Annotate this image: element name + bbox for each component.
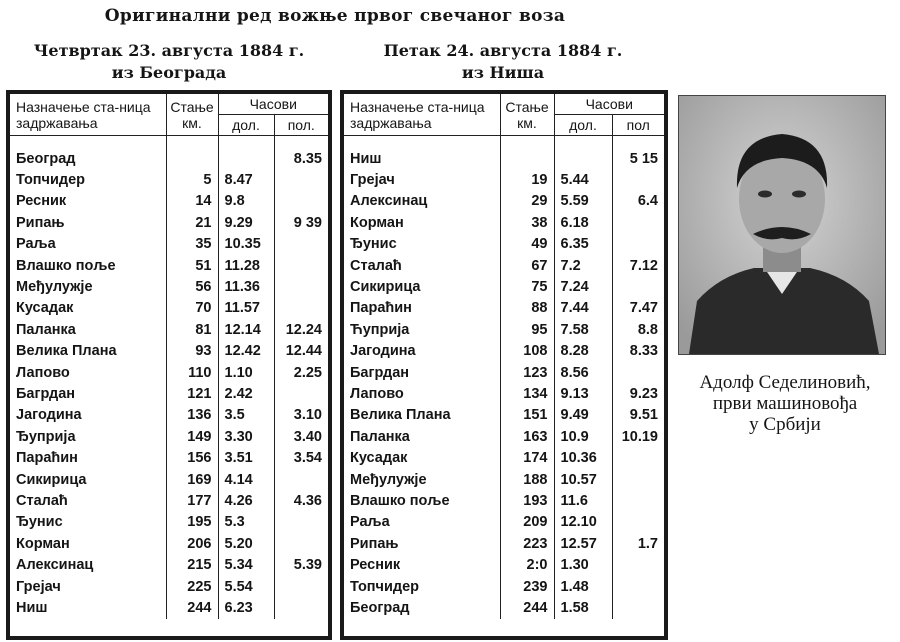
departure-time: 3.54 bbox=[293, 450, 322, 467]
station-name: Лапово bbox=[10, 362, 166, 383]
departure-time: 3.40 bbox=[293, 428, 322, 445]
departure-time bbox=[612, 554, 664, 575]
departure-time: 7.47 bbox=[629, 300, 658, 317]
station-name: Сталаћ bbox=[10, 490, 166, 511]
km-value: 5 bbox=[166, 169, 218, 190]
station-name: Велика Плана bbox=[10, 341, 166, 362]
km-value: 177 bbox=[166, 490, 218, 511]
station-name: Влашко поље bbox=[344, 490, 500, 511]
departure-time bbox=[274, 169, 328, 190]
arrival-time: 6.18 bbox=[554, 212, 612, 233]
departure-time: 8.33 bbox=[629, 343, 658, 360]
table-row bbox=[344, 597, 664, 618]
km-value: 239 bbox=[500, 576, 554, 597]
station-name: Јагодина bbox=[10, 405, 166, 426]
station-name: Параћин bbox=[344, 298, 500, 319]
arrival-time: 12.10 bbox=[554, 512, 612, 533]
table-row bbox=[344, 319, 664, 340]
departure-time bbox=[612, 447, 664, 468]
table-row bbox=[344, 490, 664, 511]
left-timetable-heading bbox=[8, 40, 330, 84]
departure-time: 1.7 bbox=[637, 535, 658, 552]
station-name: Алексинац bbox=[10, 554, 166, 575]
arrival-time: 4.14 bbox=[218, 469, 274, 490]
km-value: 151 bbox=[500, 405, 554, 426]
arrival-time: 9.8 bbox=[218, 191, 274, 212]
departure-time bbox=[612, 212, 664, 233]
table-row bbox=[10, 533, 328, 554]
km-value: 81 bbox=[166, 319, 218, 340]
km-value: 123 bbox=[500, 362, 554, 383]
table-row bbox=[344, 212, 664, 233]
station-name: Багрдан bbox=[10, 383, 166, 404]
km-value: 206 bbox=[166, 533, 218, 554]
station-name: Корман bbox=[10, 533, 166, 554]
table-row bbox=[344, 533, 664, 554]
table-row bbox=[344, 148, 664, 169]
arrival-time: 4.26 bbox=[218, 490, 274, 511]
departure-time bbox=[612, 362, 664, 383]
table-row bbox=[10, 490, 328, 511]
arrival-time: 7.44 bbox=[554, 298, 612, 319]
departure-time: 9.51 bbox=[629, 407, 658, 424]
hours-header: Часови bbox=[554, 94, 664, 115]
right-timetable bbox=[340, 90, 668, 640]
km-value: 2:0 bbox=[500, 554, 554, 575]
document-title: Оригинални ред вожње првог свечаног воза bbox=[104, 6, 566, 26]
departure-time: 8.8 bbox=[637, 321, 658, 338]
table-row bbox=[10, 319, 328, 340]
table-row bbox=[344, 512, 664, 533]
departure-time bbox=[274, 533, 328, 554]
arrival-time bbox=[554, 148, 612, 169]
km-header: Стање км. bbox=[166, 94, 218, 136]
table-row bbox=[344, 255, 664, 276]
km-value: 35 bbox=[166, 234, 218, 255]
departure-time bbox=[612, 276, 664, 297]
departure-time bbox=[612, 234, 664, 255]
station-name: Ђунис bbox=[10, 512, 166, 533]
km-value: 163 bbox=[500, 426, 554, 447]
station-name: Паланка bbox=[10, 319, 166, 340]
departure-time: 5 15 bbox=[629, 150, 658, 167]
departure-time: 4.36 bbox=[293, 492, 322, 509]
table-row bbox=[10, 148, 328, 169]
table-row bbox=[344, 469, 664, 490]
table-row bbox=[344, 169, 664, 190]
station-name: Ниш bbox=[344, 148, 500, 169]
table-row bbox=[344, 234, 664, 255]
station-name: Рипањ bbox=[10, 212, 166, 233]
header-spacer-row bbox=[10, 136, 328, 149]
departure-time: 5.39 bbox=[293, 557, 322, 574]
table-row bbox=[10, 298, 328, 319]
station-name: Топчидер bbox=[10, 169, 166, 190]
arrival-time: 3.30 bbox=[218, 426, 274, 447]
station-name: Топчидер bbox=[344, 576, 500, 597]
station-name: Багрдан bbox=[344, 362, 500, 383]
station-header: Назначење ста-ница задржавања bbox=[344, 94, 500, 136]
departure-time: 9.23 bbox=[629, 385, 658, 402]
arrival-time: 9.29 bbox=[218, 212, 274, 233]
right-timetable-table bbox=[344, 94, 664, 619]
caption-line-1: Адолф Седелиновић, bbox=[699, 372, 871, 393]
arrival-time: 10.36 bbox=[554, 447, 612, 468]
table-row bbox=[10, 469, 328, 490]
departure-time bbox=[612, 469, 664, 490]
portrait-photo bbox=[678, 95, 886, 355]
arrival-time: 5.34 bbox=[218, 554, 274, 575]
km-value: 244 bbox=[500, 597, 554, 618]
km-value: 29 bbox=[500, 191, 554, 212]
arrival-time: 11.28 bbox=[218, 255, 274, 276]
km-value: 38 bbox=[500, 212, 554, 233]
arrival-time: 12.42 bbox=[218, 341, 274, 362]
arrival-time: 5.3 bbox=[218, 512, 274, 533]
km-value: 121 bbox=[166, 383, 218, 404]
arrival-time: 8.47 bbox=[218, 169, 274, 190]
caption-line-3: у Србији bbox=[749, 414, 821, 435]
km-value bbox=[500, 148, 554, 169]
table-row bbox=[344, 276, 664, 297]
station-name: Лапово bbox=[344, 383, 500, 404]
station-name: Алексинац bbox=[344, 191, 500, 212]
km-value: 49 bbox=[500, 234, 554, 255]
left-timetable bbox=[6, 90, 332, 640]
portrait-caption bbox=[670, 372, 900, 435]
km-value: 110 bbox=[166, 362, 218, 383]
arrival-time: 10.57 bbox=[554, 469, 612, 490]
station-name: Раља bbox=[10, 234, 166, 255]
arrival-time: 8.56 bbox=[554, 362, 612, 383]
table-row bbox=[344, 554, 664, 575]
arrival-time: 12.14 bbox=[218, 319, 274, 340]
table-row bbox=[344, 447, 664, 468]
station-name: Сикирица bbox=[10, 469, 166, 490]
table-row bbox=[10, 426, 328, 447]
arrival-time: 1.58 bbox=[554, 597, 612, 618]
km-value: 56 bbox=[166, 276, 218, 297]
station-name: Велика Плана bbox=[344, 405, 500, 426]
table-row bbox=[10, 405, 328, 426]
arrival-time: 1.10 bbox=[218, 362, 274, 383]
km-value: 193 bbox=[500, 490, 554, 511]
km-value: 93 bbox=[166, 341, 218, 362]
arrival-time: 11.36 bbox=[218, 276, 274, 297]
table-row bbox=[10, 191, 328, 212]
arrival-time: 10.35 bbox=[218, 234, 274, 255]
station-name: Грејач bbox=[344, 169, 500, 190]
departure-time bbox=[274, 383, 328, 404]
station-name: Београд bbox=[10, 148, 166, 169]
departure-time bbox=[274, 597, 328, 618]
station-name: Ниш bbox=[10, 597, 166, 618]
header-spacer-row bbox=[344, 136, 664, 149]
departure-time: 7.12 bbox=[629, 257, 658, 274]
station-name: Ђунис bbox=[344, 234, 500, 255]
km-value: 223 bbox=[500, 533, 554, 554]
arrival-time: 1.48 bbox=[554, 576, 612, 597]
km-value: 188 bbox=[500, 469, 554, 490]
station-name: Ресник bbox=[10, 191, 166, 212]
km-value: 195 bbox=[166, 512, 218, 533]
departure-time: 3.10 bbox=[293, 407, 322, 424]
table-row bbox=[10, 234, 328, 255]
hours-header: Часови bbox=[218, 94, 328, 115]
arrival-header: дол. bbox=[554, 115, 612, 136]
departure-time bbox=[612, 490, 664, 511]
departure-time bbox=[612, 576, 664, 597]
arrival-time: 6.35 bbox=[554, 234, 612, 255]
arrival-time: 10.9 bbox=[554, 426, 612, 447]
arrival-time: 5.54 bbox=[218, 576, 274, 597]
arrival-time: 1.30 bbox=[554, 554, 612, 575]
departure-time bbox=[274, 512, 328, 533]
departure-time bbox=[274, 191, 328, 212]
km-value: 108 bbox=[500, 341, 554, 362]
km-value: 215 bbox=[166, 554, 218, 575]
km-value bbox=[166, 148, 218, 169]
arrival-time: 12.57 bbox=[554, 533, 612, 554]
km-value: 14 bbox=[166, 191, 218, 212]
arrival-time: 3.51 bbox=[218, 447, 274, 468]
departure-time bbox=[612, 512, 664, 533]
arrival-time: 11.57 bbox=[218, 298, 274, 319]
departure-header: пол bbox=[612, 115, 664, 136]
arrival-time: 9.13 bbox=[554, 383, 612, 404]
station-name: Корман bbox=[344, 212, 500, 233]
table-row bbox=[344, 191, 664, 212]
table-row bbox=[10, 255, 328, 276]
station-name: Кусадак bbox=[344, 447, 500, 468]
right-origin: из Ниша bbox=[461, 63, 545, 82]
right-timetable-heading bbox=[340, 40, 666, 84]
departure-header: пол. bbox=[274, 115, 328, 136]
km-value: 21 bbox=[166, 212, 218, 233]
km-value: 70 bbox=[166, 298, 218, 319]
km-value: 136 bbox=[166, 405, 218, 426]
departure-time bbox=[274, 234, 328, 255]
km-value: 88 bbox=[500, 298, 554, 319]
table-row bbox=[10, 597, 328, 618]
km-value: 95 bbox=[500, 319, 554, 340]
station-name: Сикирица bbox=[344, 276, 500, 297]
departure-time bbox=[274, 469, 328, 490]
departure-time: 6.4 bbox=[637, 193, 658, 210]
km-value: 174 bbox=[500, 447, 554, 468]
departure-time: 10.19 bbox=[621, 428, 658, 445]
left-timetable-table bbox=[10, 94, 328, 619]
arrival-time: 5.44 bbox=[554, 169, 612, 190]
left-origin: из Београда bbox=[111, 63, 227, 82]
station-name: Раља bbox=[344, 512, 500, 533]
departure-time bbox=[274, 576, 328, 597]
departure-time: 12.24 bbox=[285, 321, 322, 338]
km-value: 169 bbox=[166, 469, 218, 490]
departure-time bbox=[274, 276, 328, 297]
km-value: 19 bbox=[500, 169, 554, 190]
table-row bbox=[344, 298, 664, 319]
table-row bbox=[344, 426, 664, 447]
station-name: Паланка bbox=[344, 426, 500, 447]
table-row bbox=[10, 576, 328, 597]
arrival-time: 2.42 bbox=[218, 383, 274, 404]
departure-time: 8.35 bbox=[293, 150, 322, 167]
km-header: Стање км. bbox=[500, 94, 554, 136]
arrival-time: 5.59 bbox=[554, 191, 612, 212]
station-header: Назначење ста-ница задржавања bbox=[10, 94, 166, 136]
arrival-time: 7.58 bbox=[554, 319, 612, 340]
station-name: Влашко поље bbox=[10, 255, 166, 276]
km-value: 75 bbox=[500, 276, 554, 297]
arrival-time: 3.5 bbox=[218, 405, 274, 426]
departure-time: 12.44 bbox=[285, 343, 322, 360]
table-row bbox=[10, 341, 328, 362]
station-name: Београд bbox=[344, 597, 500, 618]
arrival-time: 6.23 bbox=[218, 597, 274, 618]
km-value: 209 bbox=[500, 512, 554, 533]
arrival-time: 8.28 bbox=[554, 341, 612, 362]
station-name: Ћуприја bbox=[344, 319, 500, 340]
station-name: Ресник bbox=[344, 554, 500, 575]
station-name: Рипањ bbox=[344, 533, 500, 554]
arrival-header: дол. bbox=[218, 115, 274, 136]
departure-time bbox=[274, 255, 328, 276]
table-row bbox=[10, 276, 328, 297]
km-value: 225 bbox=[166, 576, 218, 597]
km-value: 156 bbox=[166, 447, 218, 468]
station-name: Кусадак bbox=[10, 298, 166, 319]
station-name: Ђуприја bbox=[10, 426, 166, 447]
departure-time bbox=[612, 169, 664, 190]
station-name: Међулужје bbox=[10, 276, 166, 297]
table-row bbox=[10, 512, 328, 533]
table-row bbox=[10, 447, 328, 468]
table-row bbox=[344, 576, 664, 597]
table-row bbox=[10, 362, 328, 383]
caption-line-2: први машиновођа bbox=[712, 393, 858, 414]
arrival-time: 9.49 bbox=[554, 405, 612, 426]
arrival-time: 11.6 bbox=[554, 490, 612, 511]
arrival-time bbox=[218, 148, 274, 169]
km-value: 51 bbox=[166, 255, 218, 276]
station-name: Сталаћ bbox=[344, 255, 500, 276]
table-row bbox=[10, 554, 328, 575]
km-value: 149 bbox=[166, 426, 218, 447]
station-name: Јагодина bbox=[344, 341, 500, 362]
table-row bbox=[344, 405, 664, 426]
table-row bbox=[344, 383, 664, 404]
arrival-time: 7.2 bbox=[554, 255, 612, 276]
table-row bbox=[10, 169, 328, 190]
departure-time: 2.25 bbox=[293, 364, 322, 381]
km-value: 244 bbox=[166, 597, 218, 618]
right-date: Петак 24. августа 1884 г. bbox=[383, 41, 623, 60]
table-row bbox=[344, 341, 664, 362]
station-name: Међулужје bbox=[344, 469, 500, 490]
arrival-time: 5.20 bbox=[218, 533, 274, 554]
departure-time bbox=[274, 298, 328, 319]
table-row bbox=[10, 383, 328, 404]
table-row bbox=[10, 212, 328, 233]
km-value: 134 bbox=[500, 383, 554, 404]
station-name: Грејач bbox=[10, 576, 166, 597]
left-date: Четвртак 23. августа 1884 г. bbox=[33, 41, 305, 60]
arrival-time: 7.24 bbox=[554, 276, 612, 297]
table-row bbox=[344, 362, 664, 383]
km-value: 67 bbox=[500, 255, 554, 276]
station-name: Параћин bbox=[10, 447, 166, 468]
departure-time bbox=[612, 597, 664, 618]
departure-time: 9 39 bbox=[293, 214, 322, 231]
